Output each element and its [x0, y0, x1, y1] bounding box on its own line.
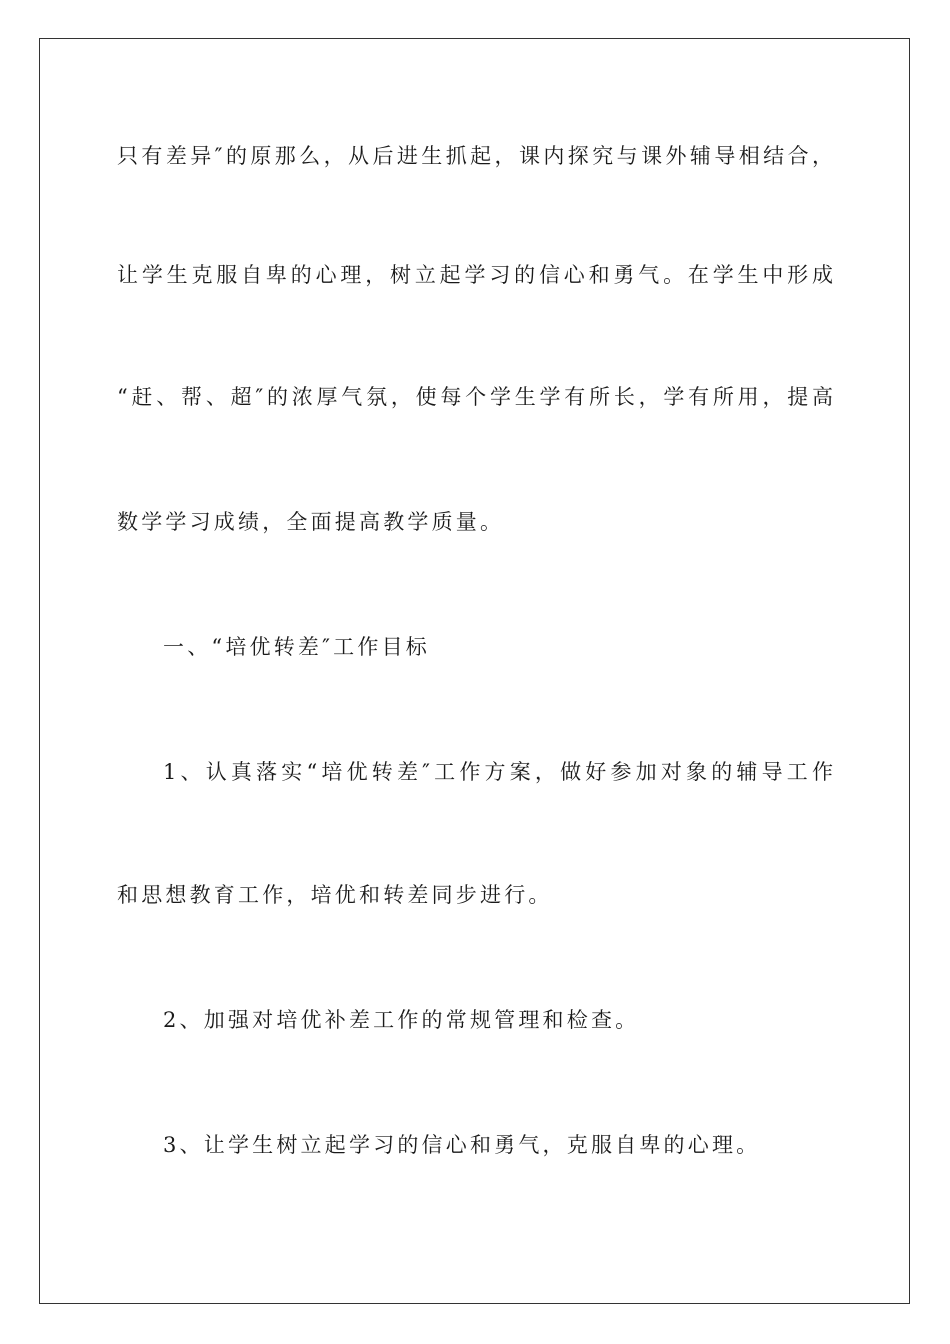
list-item: 1、认真落实“培优转差″工作方案，做好参加对象的辅导工作	[163, 760, 833, 784]
paragraph-line: “赶、帮、超″的浓厚气氛，使每个学生学有所长，学有所用，提高	[117, 385, 833, 409]
list-item: 3、让学生树立起学习的信心和勇气，克服自卑的心理。	[163, 1133, 761, 1157]
list-item-continuation: 和思想教育工作，培优和转差同步进行。	[117, 883, 553, 907]
section-heading: 一、“培优转差″工作目标	[163, 635, 430, 659]
paragraph-line: 只有差异″的原那么，从后进生抓起，课内探究与课外辅导相结合，	[117, 144, 833, 168]
paragraph-line: 让学生克服自卑的心理，树立起学习的信心和勇气。在学生中形成	[117, 263, 833, 287]
paragraph-line: 数学学习成绩，全面提高教学质量。	[117, 510, 505, 534]
list-item: 2、加强对培优补差工作的常规管理和检查。	[163, 1008, 640, 1032]
page-border	[39, 38, 910, 1304]
